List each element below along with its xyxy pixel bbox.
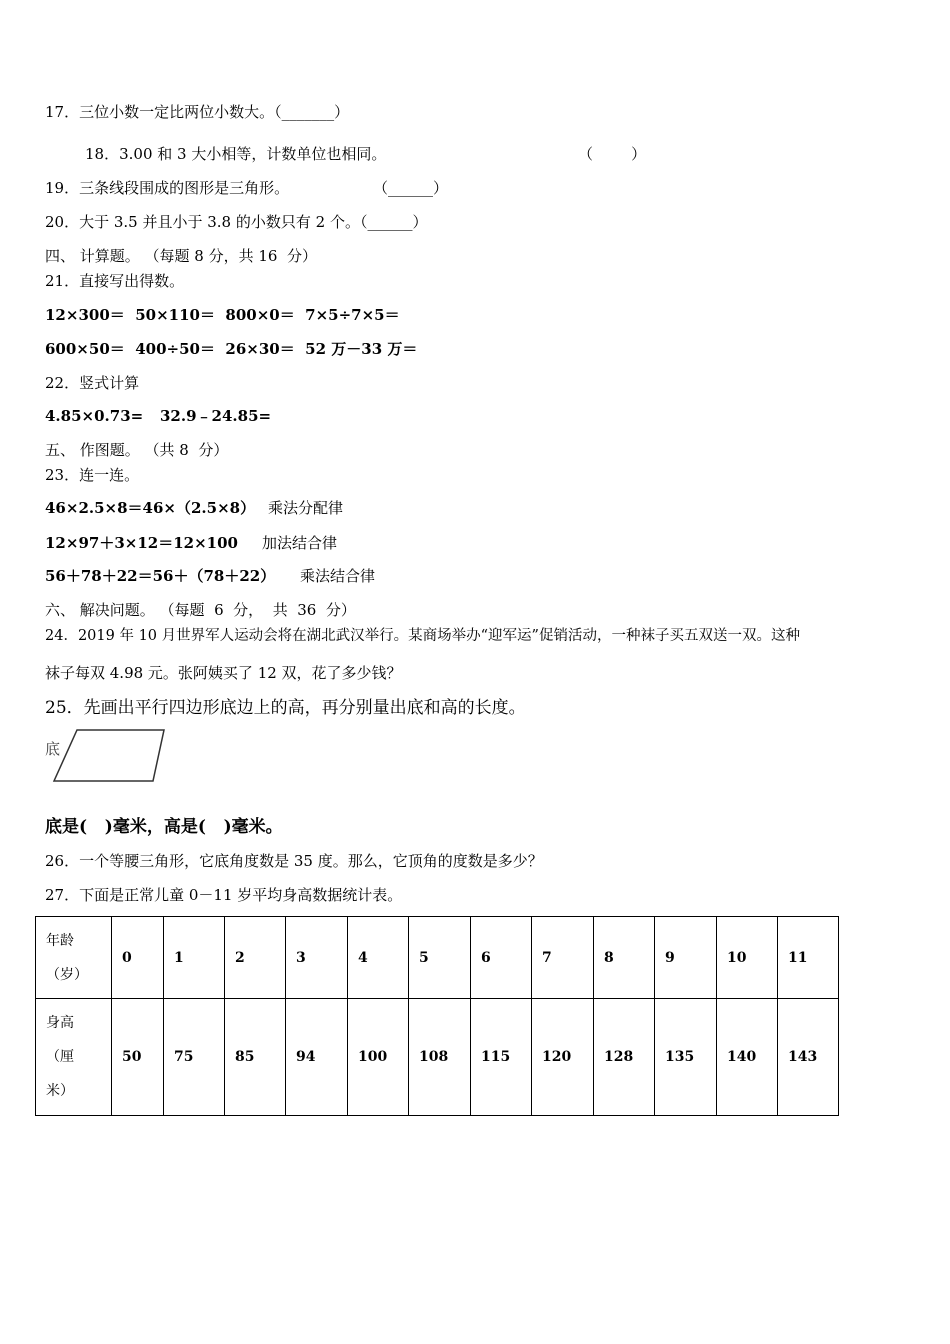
age-cell: 2 — [225, 917, 286, 999]
question-21: 21．直接写出得数。 — [45, 272, 185, 290]
question-21-row-1: 12×300＝ 50×110＝ 800×0＝ 7×5÷7×5＝ — [45, 306, 400, 324]
question-23-left-2: 12×97＋3×12＝12×100 — [45, 534, 238, 552]
question-22: 22．竖式计算 — [45, 374, 140, 392]
height-cell: 140 — [717, 999, 778, 1116]
question-23-right-1: 乘法分配律 — [268, 499, 344, 517]
age-header-cell — [36, 917, 112, 999]
age-cell: 9 — [655, 917, 717, 999]
question-24-line-1: 24．2019 年 10 月世界军人运动会将在湖北武汉举行。某商场举办“迎军运”促销活动，一种袜子买五双送一双。这种 — [45, 628, 800, 644]
question-20: 20．大于 3.5 并且小于 3.8 的小数只有 2 个。（______） — [45, 213, 428, 231]
question-19-answer-blank: （______） — [373, 179, 449, 197]
height-cell: 100 — [348, 999, 409, 1116]
question-23-left-3: 56＋78＋22＝56＋（78＋22） — [45, 567, 276, 585]
height-cell: 135 — [655, 999, 717, 1116]
height-row — [36, 999, 839, 1116]
age-row — [36, 917, 839, 999]
question-19: 19．三条线段围成的图形是三角形。 — [45, 179, 290, 197]
question-26: 26．一个等腰三角形，它底角度数是 35 度。那么，它顶角的度数是多少？ — [45, 852, 543, 870]
height-cell: 50 — [112, 999, 164, 1116]
height-cell: 75 — [164, 999, 225, 1116]
age-cell: 4 — [348, 917, 409, 999]
height-header-line-2: （厘 — [46, 1049, 74, 1065]
height-cell: 143 — [778, 999, 839, 1116]
height-header-cell — [36, 999, 112, 1116]
question-18: 18．3.00 和 3 大小相等，计数单位也相同。 — [85, 145, 387, 163]
section-4-heading: 四、 计算题。 （每题 8 分，共 16 分） — [45, 247, 318, 265]
age-cell: 1 — [164, 917, 225, 999]
height-cell: 120 — [532, 999, 594, 1116]
age-cell: 0 — [112, 917, 164, 999]
question-25-answer: 底是( )毫米，高是( )毫米。 — [45, 817, 283, 837]
age-cell: 6 — [471, 917, 532, 999]
height-header-line-3: 米） — [46, 1083, 74, 1099]
question-23-right-3: 乘法结合律 — [300, 567, 376, 585]
question-24-line-2: 袜子每双 4.98 元。张阿姨买了 12 双，花了多少钱？ — [45, 664, 402, 682]
height-cell: 115 — [471, 999, 532, 1116]
question-22-b: 32.9﹣24.85= — [160, 407, 272, 425]
age-cell: 11 — [778, 917, 839, 999]
height-stats-table — [35, 916, 839, 1116]
height-cell: 94 — [286, 999, 348, 1116]
question-22-a: 4.85×0.73= — [45, 407, 144, 425]
question-23-left-1: 46×2.5×8＝46×（2.5×8） — [45, 499, 256, 517]
question-23: 23．连一连。 — [45, 466, 140, 484]
age-cell: 10 — [717, 917, 778, 999]
question-23-right-2: 加法结合律 — [262, 534, 338, 552]
height-cell: 108 — [409, 999, 471, 1116]
age-cell: 5 — [409, 917, 471, 999]
section-6-heading: 六、 解决问题。 （每题 6 分， 共 36 分） — [45, 601, 356, 619]
section-5-heading: 五、 作图题。 （共 8 分） — [45, 441, 229, 459]
age-header-line-2: （岁） — [46, 966, 88, 983]
age-header-line-1: 年龄 — [46, 932, 74, 949]
question-18-answer-blank: （ ） — [578, 145, 647, 163]
age-cell: 7 — [532, 917, 594, 999]
age-cell: 3 — [286, 917, 348, 999]
question-21-row-2: 600×50＝ 400÷50＝ 26×30＝ 52 万－33 万＝ — [45, 340, 418, 358]
age-cell: 8 — [594, 917, 655, 999]
question-17: 17．三位小数一定比两位小数大。（_______） — [45, 103, 350, 121]
parallelogram-figure — [50, 726, 170, 786]
height-header-line-1: 身高 — [46, 1015, 74, 1031]
height-cell: 128 — [594, 999, 655, 1116]
question-25: 25．先画出平行四边形底边上的高，再分别量出底和高的长度。 — [45, 698, 526, 718]
height-cell: 85 — [225, 999, 286, 1116]
parallelogram-base-label: 底 — [45, 740, 61, 758]
question-27: 27．下面是正常儿童 0－11 岁平均身高数据统计表。 — [45, 886, 403, 904]
